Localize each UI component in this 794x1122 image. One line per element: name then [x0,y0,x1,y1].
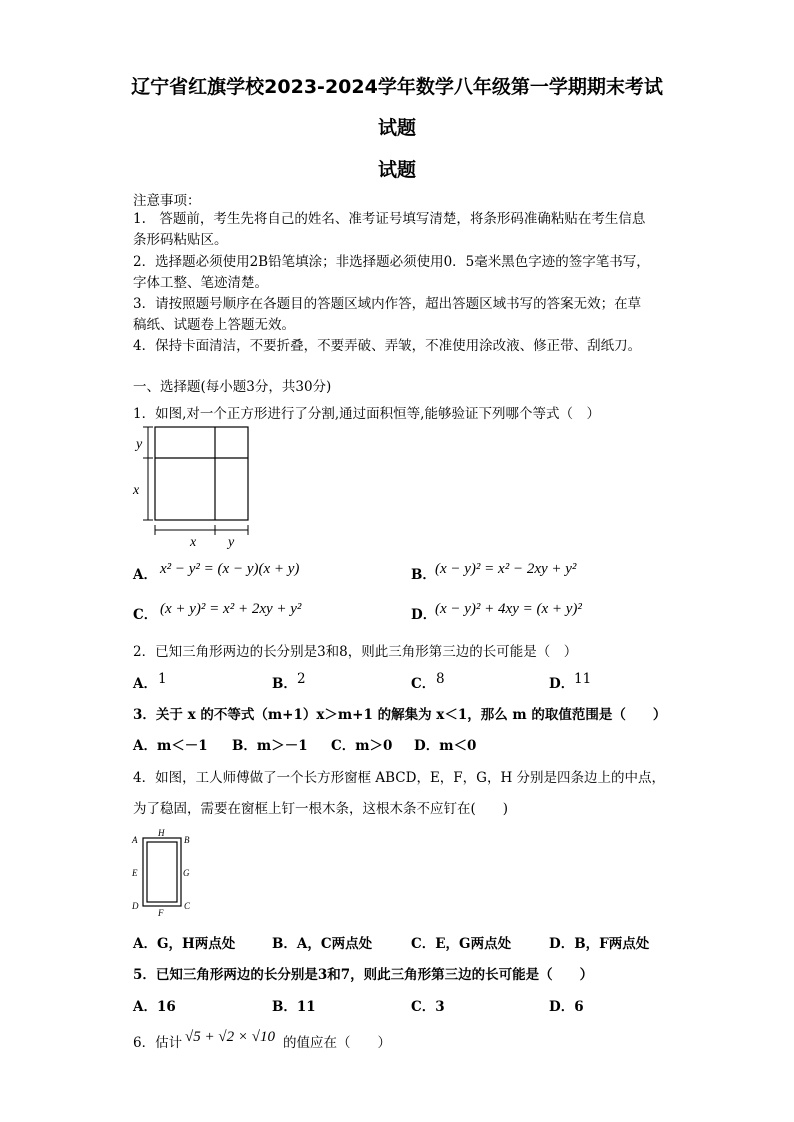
q5-option-b[interactable]: B．11 [272,999,316,1015]
notice-item-1b: 条形码粘贴区。 [133,232,228,248]
q4-option-b[interactable]: B．A，C两点处 [272,936,373,952]
q2-option-c[interactable]: 8 [436,671,445,687]
fig4-label-a: A [132,835,138,845]
fig4-label-e: E [132,868,138,878]
q5-option-a[interactable]: A．16 [133,999,176,1015]
q4-option-c[interactable]: C．E，G两点处 [411,936,512,952]
q2-option-d-label: D． [549,676,575,692]
section-heading: 一、选择题(每小题3分，共30分) [133,379,332,395]
question-1-figure [128,420,258,550]
q1-option-d[interactable]: (x − y)² + 4xy = (x + y)² [435,601,582,617]
fig1-label-x-bottom: x [190,535,197,550]
question-1-stem: 1．如图,对一个正方形进行了分割,通过面积恒等,能够验证下列哪个等式（ ） [133,406,600,422]
notice-item-3a: 3．请按照题号顺序在各题目的答题区域内作答，超出答题区域书写的答案无效；在草 [133,296,642,312]
fig4-label-c: C [184,901,191,911]
question-6-stem-pre: 6．估计 [133,1035,183,1051]
q2-option-c-label: C． [411,676,436,692]
q2-option-b[interactable]: 2 [297,671,306,687]
fig1-label-x-left: x [133,483,140,498]
fig1-label-y-left: y [136,437,143,452]
notice-item-3b: 稿纸、试题卷上答题无效。 [133,317,295,333]
q3-option-b[interactable]: B．m＞－1 [232,738,308,754]
q3-option-c[interactable]: C．m＞0 [331,738,393,754]
q5-option-c[interactable]: C．3 [411,999,445,1015]
fig4-label-b: B [184,835,190,845]
q2-option-a[interactable]: 1 [158,671,167,687]
q1-option-b-label: B． [411,567,436,583]
q5-option-d[interactable]: D．6 [549,999,584,1015]
q1-option-c-label: C． [133,607,158,623]
question-6-expression: √5 + √2 × √10 [185,1029,275,1045]
question-4-stem-a: 4．如图，工人师傅做了一个长方形窗框 ABCD，E，F，G，H 分别是四条边上的中点， [133,770,666,786]
q1-option-a-label: A． [133,567,157,583]
q1-option-d-label: D． [411,607,437,623]
q4-option-d[interactable]: D．B，F两点处 [549,936,650,952]
title-line-3: 试题 [377,159,416,181]
notice-item-1a: 1. 答题前，考生先将自己的姓名、准考证号填写清楚，将条形码准确粘贴在考生信息 [133,211,646,227]
fig4-label-f: F [158,908,164,918]
title-line-2: 试题 [377,117,416,139]
q3-option-d[interactable]: D．m＜0 [414,738,477,754]
question-4-figure [128,826,200,918]
question-3-stem: 3．关于 x 的不等式（m+1）x＞m+1 的解集为 x＜1，那么 m 的取值范围是（ ） [133,707,667,723]
notice-item-2a: 2．选择题必须使用2B铅笔填涂；非选择题必须使用0．5毫米黑色字迹的签字笔书写， [133,254,650,270]
fig4-label-d: D [132,901,139,911]
fig1-label-y-bottom: y [228,535,235,550]
notice-item-2b: 字体工整、笔迹清楚。 [133,275,268,291]
notice-heading: 注意事项： [133,193,201,209]
title-line-1: 辽宁省红旗学校2023-2024学年数学八年级第一学期期末考试 [131,76,663,98]
q1-option-c[interactable]: (x + y)² = x² + 2xy + y² [160,601,302,617]
q2-option-d[interactable]: 11 [574,671,592,687]
notice-item-4: 4．保持卡面清洁，不要折叠，不要弄破、弄皱，不准使用涂改液、修正带、刮纸刀。 [133,338,642,354]
fig4-label-h: H [158,828,165,838]
fig4-label-g: G [183,868,190,878]
q1-option-b[interactable]: (x − y)² = x² − 2xy + y² [435,561,577,577]
q2-option-a-label: A． [133,676,157,692]
question-5-stem: 5．已知三角形两边的长分别是3和7，则此三角形第三边的长可能是（ ） [133,967,594,983]
q4-option-a[interactable]: A．G，H两点处 [133,936,236,952]
q3-option-a[interactable]: A．m＜－1 [133,738,208,754]
question-6-stem-post: 的值应在（ ） [283,1035,391,1051]
q1-option-a[interactable]: x² − y² = (x − y)(x + y) [160,561,300,577]
question-2-stem: 2．已知三角形两边的长分别是3和8，则此三角形第三边的长可能是（ ） [133,644,578,660]
question-4-stem-b: 为了稳固，需要在窗框上钉一根木条，这根木条不应钉在( ) [133,801,509,817]
q2-option-b-label: B． [272,676,297,692]
